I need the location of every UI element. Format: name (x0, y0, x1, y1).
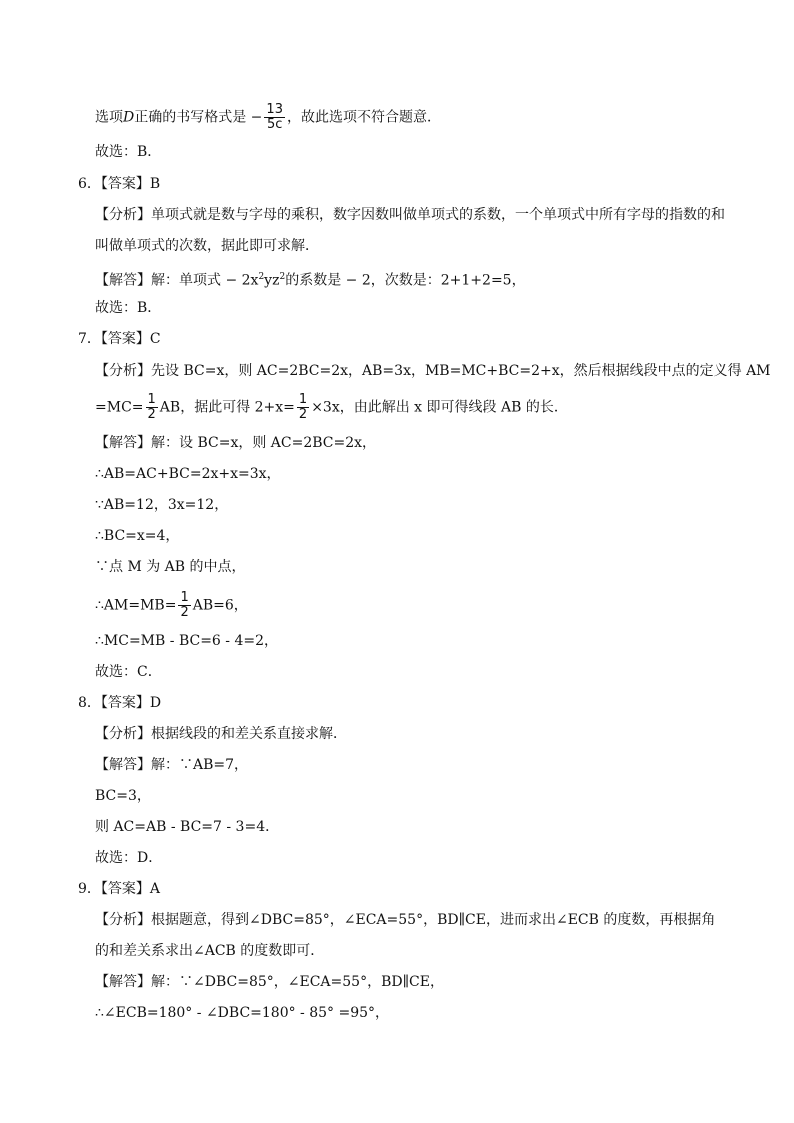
q9-analysis-2: 的和差关系求出∠ACB 的度数即可． (95, 943, 325, 959)
q7-an2-post: ×3x，由此解出 x 即可得线段 AB 的长． (311, 399, 568, 416)
q6-sol-post: 的系数是 − 2，次数是：2+1+2=5， (285, 272, 526, 289)
q6-analysis-1: 【分析】单项式就是数与字母的乘积，数字因数叫做单项式的系数，一个单项式中所有字母的指数的和 (95, 207, 725, 223)
q5-fraction (264, 103, 285, 132)
q8-step-1: 【解答】解：∵AB=7， (95, 757, 249, 773)
q9-analysis-1: 【分析】根据题意，得到∠DBC=85°，∠ECA=55°，BD∥CE，进而求出∠ECB 的度数，再根据角 (95, 912, 716, 928)
q9-answer-label: 9．【答案】A (78, 881, 161, 897)
q7-half-fraction-3 (178, 591, 190, 620)
q9-step-2: ∴∠ECB=180° - ∠DBC=180° - 85° =95°， (95, 1005, 390, 1021)
q7-step-4: ∴BC=x=4， (95, 528, 180, 544)
q7-step-5: ∵点 M 为 AB 的中点， (95, 559, 246, 575)
q7-answer-label: 7．【答案】C (78, 331, 161, 347)
q7-an2-pre: =MC= (95, 399, 144, 416)
q7-analysis-1: 【分析】先设 BC=x，则 AC=2BC=2x，AB=3x，MB=MC+BC=2+x，然后根据线段中点的定义得 AM (95, 363, 771, 379)
q9-step-1: 【解答】解：∵∠DBC=85°，∠ECA=55°，BD∥CE， (95, 974, 444, 990)
q6-sol-y: y (264, 272, 273, 289)
q6-sup-1: 2 (258, 272, 265, 282)
q5-frac-den: 5c (266, 117, 283, 132)
q7-step-6 (95, 591, 248, 620)
q5-choice: 故选：B． (95, 144, 162, 160)
q7-half-den-3: 2 (180, 605, 189, 620)
q7-step-3: ∵AB=12，3x=12， (95, 497, 229, 513)
q6-answer-label: 6．【答案】B (78, 176, 161, 192)
q7-half-fraction-2 (297, 393, 309, 422)
q7-step-1: 【解答】解：设 BC=x，则 AC=2BC=2x， (95, 435, 377, 451)
q8-choice: 故选：D． (95, 850, 163, 866)
q7-half-num-3: 1 (180, 590, 189, 605)
q6-solution (95, 267, 526, 291)
q7-half-den-2: 2 (298, 407, 308, 422)
q6-sol-z: z (272, 272, 280, 289)
q7-half-num-1: 1 (147, 392, 156, 407)
q6-analysis-2: 叫做单项式的次数，据此即可求解． (95, 238, 319, 254)
q7-step-2: ∴AB=AC+BC=2x+x=3x， (95, 466, 281, 482)
q6-sup-2: 2 (279, 272, 286, 282)
q7-half-den-1: 2 (147, 407, 156, 422)
q7-s6-post: AB=6， (192, 597, 248, 614)
q5-mid: 正确的书写格式是 − (134, 109, 263, 126)
q7-an2-mid: AB，据此可得 2+x= (159, 399, 295, 416)
q8-analysis: 【分析】根据线段的和差关系直接求解． (95, 726, 347, 742)
q8-answer-label: 8．【答案】D (78, 695, 162, 711)
q7-half-fraction-1 (146, 393, 158, 422)
q7-choice: 故选：C． (95, 664, 162, 680)
q5-format-line (95, 103, 441, 132)
q5-frac-num: 13 (266, 102, 283, 117)
q7-analysis-2 (95, 393, 568, 422)
q7-s6-pre: ∴AM=MB= (95, 597, 177, 614)
q8-step-3: 则 AC=AB - BC=7 - 3=4． (95, 819, 280, 835)
q5-suffix: ，故此选项不符合题意． (286, 109, 441, 126)
q6-choice: 故选：B． (95, 300, 162, 316)
q7-half-num-2: 1 (298, 392, 308, 407)
q5-option-d: D (123, 109, 135, 126)
q6-sol-pre: 【解答】解：单项式 − 2x (95, 272, 259, 289)
q5-prefix: 选项 (95, 109, 123, 126)
q7-step-7: ∴MC=MB - BC=6 - 4=2， (95, 633, 279, 649)
q8-step-2: BC=3， (95, 788, 151, 804)
